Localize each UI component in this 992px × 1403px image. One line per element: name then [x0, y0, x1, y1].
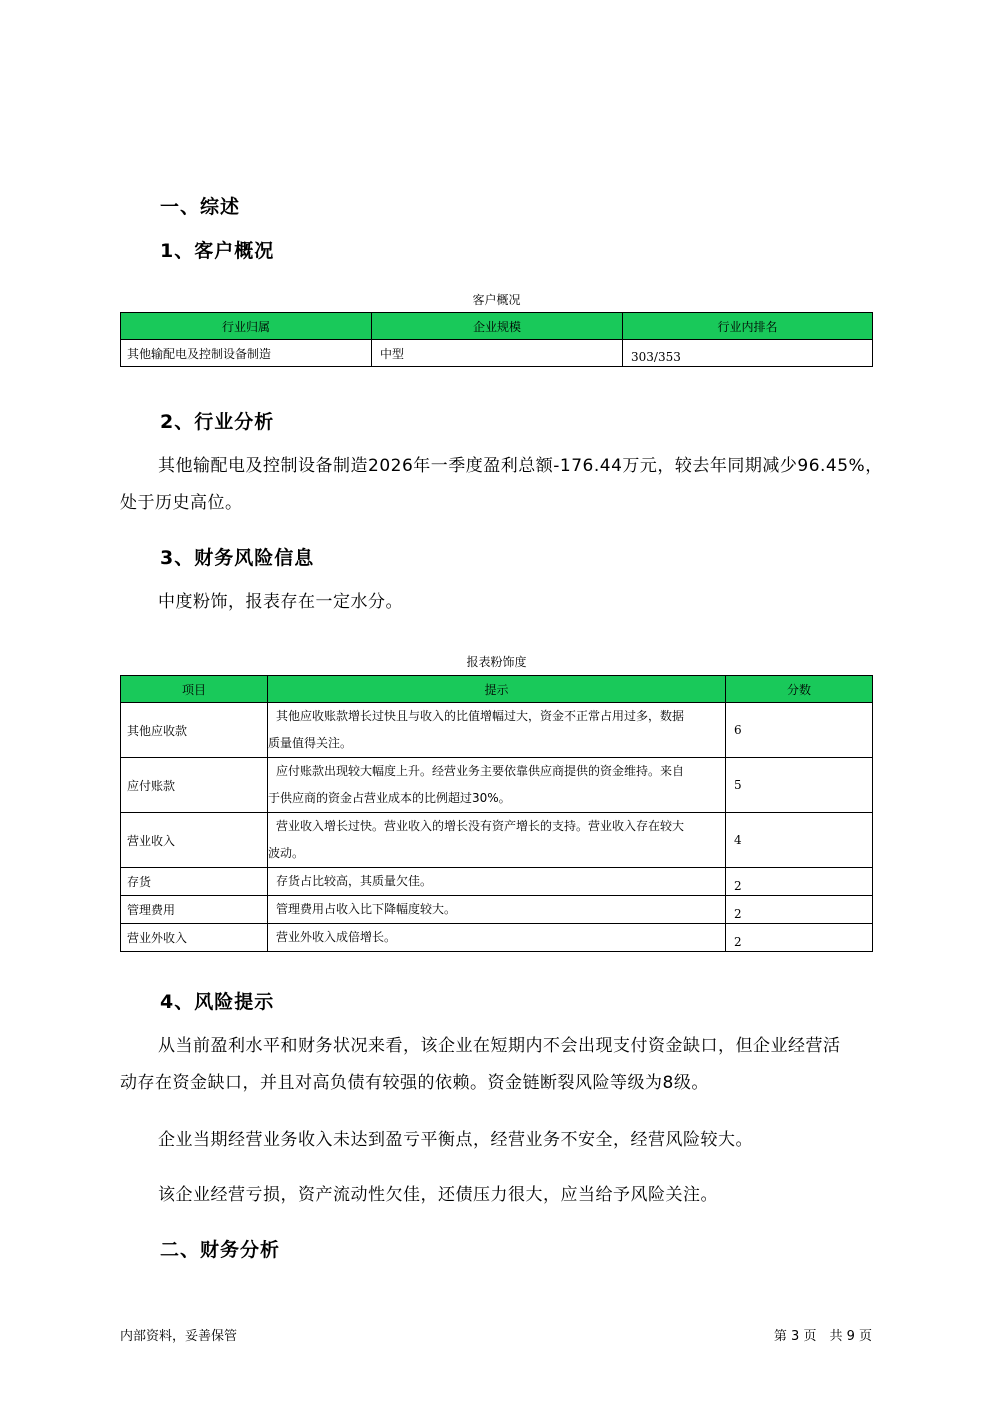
industry-text-line2: 处于历史高位。: [120, 493, 243, 513]
table-row: [121, 924, 873, 952]
row-item: 应付账款: [121, 758, 268, 813]
footer-page-number: 第 3 页 共 9 页: [773, 1329, 872, 1344]
header-score: 分数: [726, 676, 873, 703]
header-tip: 提示: [268, 676, 726, 703]
risk-text-p2: 企业当期经营业务收入未达到盈亏平衡点，经营业务不安全，经营风险较大。: [158, 1130, 753, 1150]
industry-text-line1: 其他输配电及控制设备制造2026年一季度盈利总额-176.44万元，较去年同期减少96.45%，: [158, 456, 883, 476]
whitewash-table: [120, 675, 873, 952]
financial-analysis-heading: 二、财务分析: [160, 1239, 281, 1261]
row-tip: [268, 703, 726, 758]
cell-scale: 中型: [372, 340, 623, 367]
cell-rank: 303/353: [623, 340, 873, 367]
risk-text-p3: 该企业经营亏损，资产流动性欠佳，还债压力很大，应当给予风险关注。: [158, 1185, 718, 1205]
customer-overview-heading: 1、客户概况: [160, 240, 275, 262]
header-scale: 企业规模: [372, 313, 623, 340]
row-item: 管理费用: [121, 896, 268, 924]
risk-hints-heading: 4、风险提示: [160, 991, 275, 1013]
whitewash-table-caption: 报表粉饰度: [466, 655, 527, 669]
row-score: 2: [726, 924, 873, 952]
row-tip-line1: 存货占比较高，其质量欠佳。: [276, 874, 433, 888]
table-row: [121, 868, 873, 896]
table-row: [121, 896, 873, 924]
row-tip: [268, 924, 726, 952]
row-tip-line1: 应付账款出现较大幅度上升。经营业务主要依靠供应商提供的资金维持。来自: [276, 764, 685, 778]
risk-text-p1-line2: 动存在资金缺口，并且对高负债有较强的依赖。资金链断裂风险等级为8级。: [120, 1073, 709, 1093]
footer-confidential: 内部资料，妥善保管: [120, 1329, 238, 1344]
row-tip: [268, 868, 726, 896]
row-item: 其他应收款: [121, 703, 268, 758]
row-tip-line2: 质量值得关注。: [268, 736, 353, 750]
row-tip: [268, 896, 726, 924]
row-item: 营业收入: [121, 813, 268, 868]
industry-analysis-heading: 2、行业分析: [160, 411, 275, 433]
row-tip-line1: 管理费用占收入比下降幅度较大。: [276, 902, 457, 916]
row-tip: [268, 813, 726, 868]
row-tip-line2: 于供应商的资金占营业成本的比例超过30%。: [268, 791, 511, 805]
risk-text-p1-line1: 从当前盈利水平和财务状况来看，该企业在短期内不会出现支付资金缺口，但企业经营活: [158, 1036, 841, 1056]
row-item: 营业外收入: [121, 924, 268, 952]
customer-table: [120, 312, 873, 367]
table-row: [121, 758, 873, 813]
cell-industry: 其他输配电及控制设备制造: [121, 340, 372, 367]
row-tip: [268, 758, 726, 813]
row-score: 6: [726, 703, 873, 758]
row-score: 4: [726, 813, 873, 868]
row-tip-line2: 波动。: [268, 846, 305, 860]
row-score: 2: [726, 896, 873, 924]
financial-risk-text: 中度粉饰，报表存在一定水分。: [158, 592, 403, 612]
row-score: 2: [726, 868, 873, 896]
row-score: 5: [726, 758, 873, 813]
header-industry: 行业归属: [121, 313, 372, 340]
financial-risk-heading: 3、财务风险信息: [160, 547, 315, 569]
header-item: 项目: [121, 676, 268, 703]
row-item: 存货: [121, 868, 268, 896]
row-tip-line1: 营业外收入成倍增长。: [276, 930, 397, 944]
customer-table-caption: 客户概况: [472, 293, 521, 307]
section-overview-heading: 一、综述: [160, 196, 241, 218]
table-row: [121, 703, 873, 758]
header-rank: 行业内排名: [623, 313, 873, 340]
row-tip-line1: 营业收入增长过快。营业收入的增长没有资产增长的支持。营业收入存在较大: [276, 819, 685, 833]
row-tip-line1: 其他应收账款增长过快且与收入的比值增幅过大，资金不正常占用过多，数据: [276, 709, 685, 723]
table-row: [121, 813, 873, 868]
